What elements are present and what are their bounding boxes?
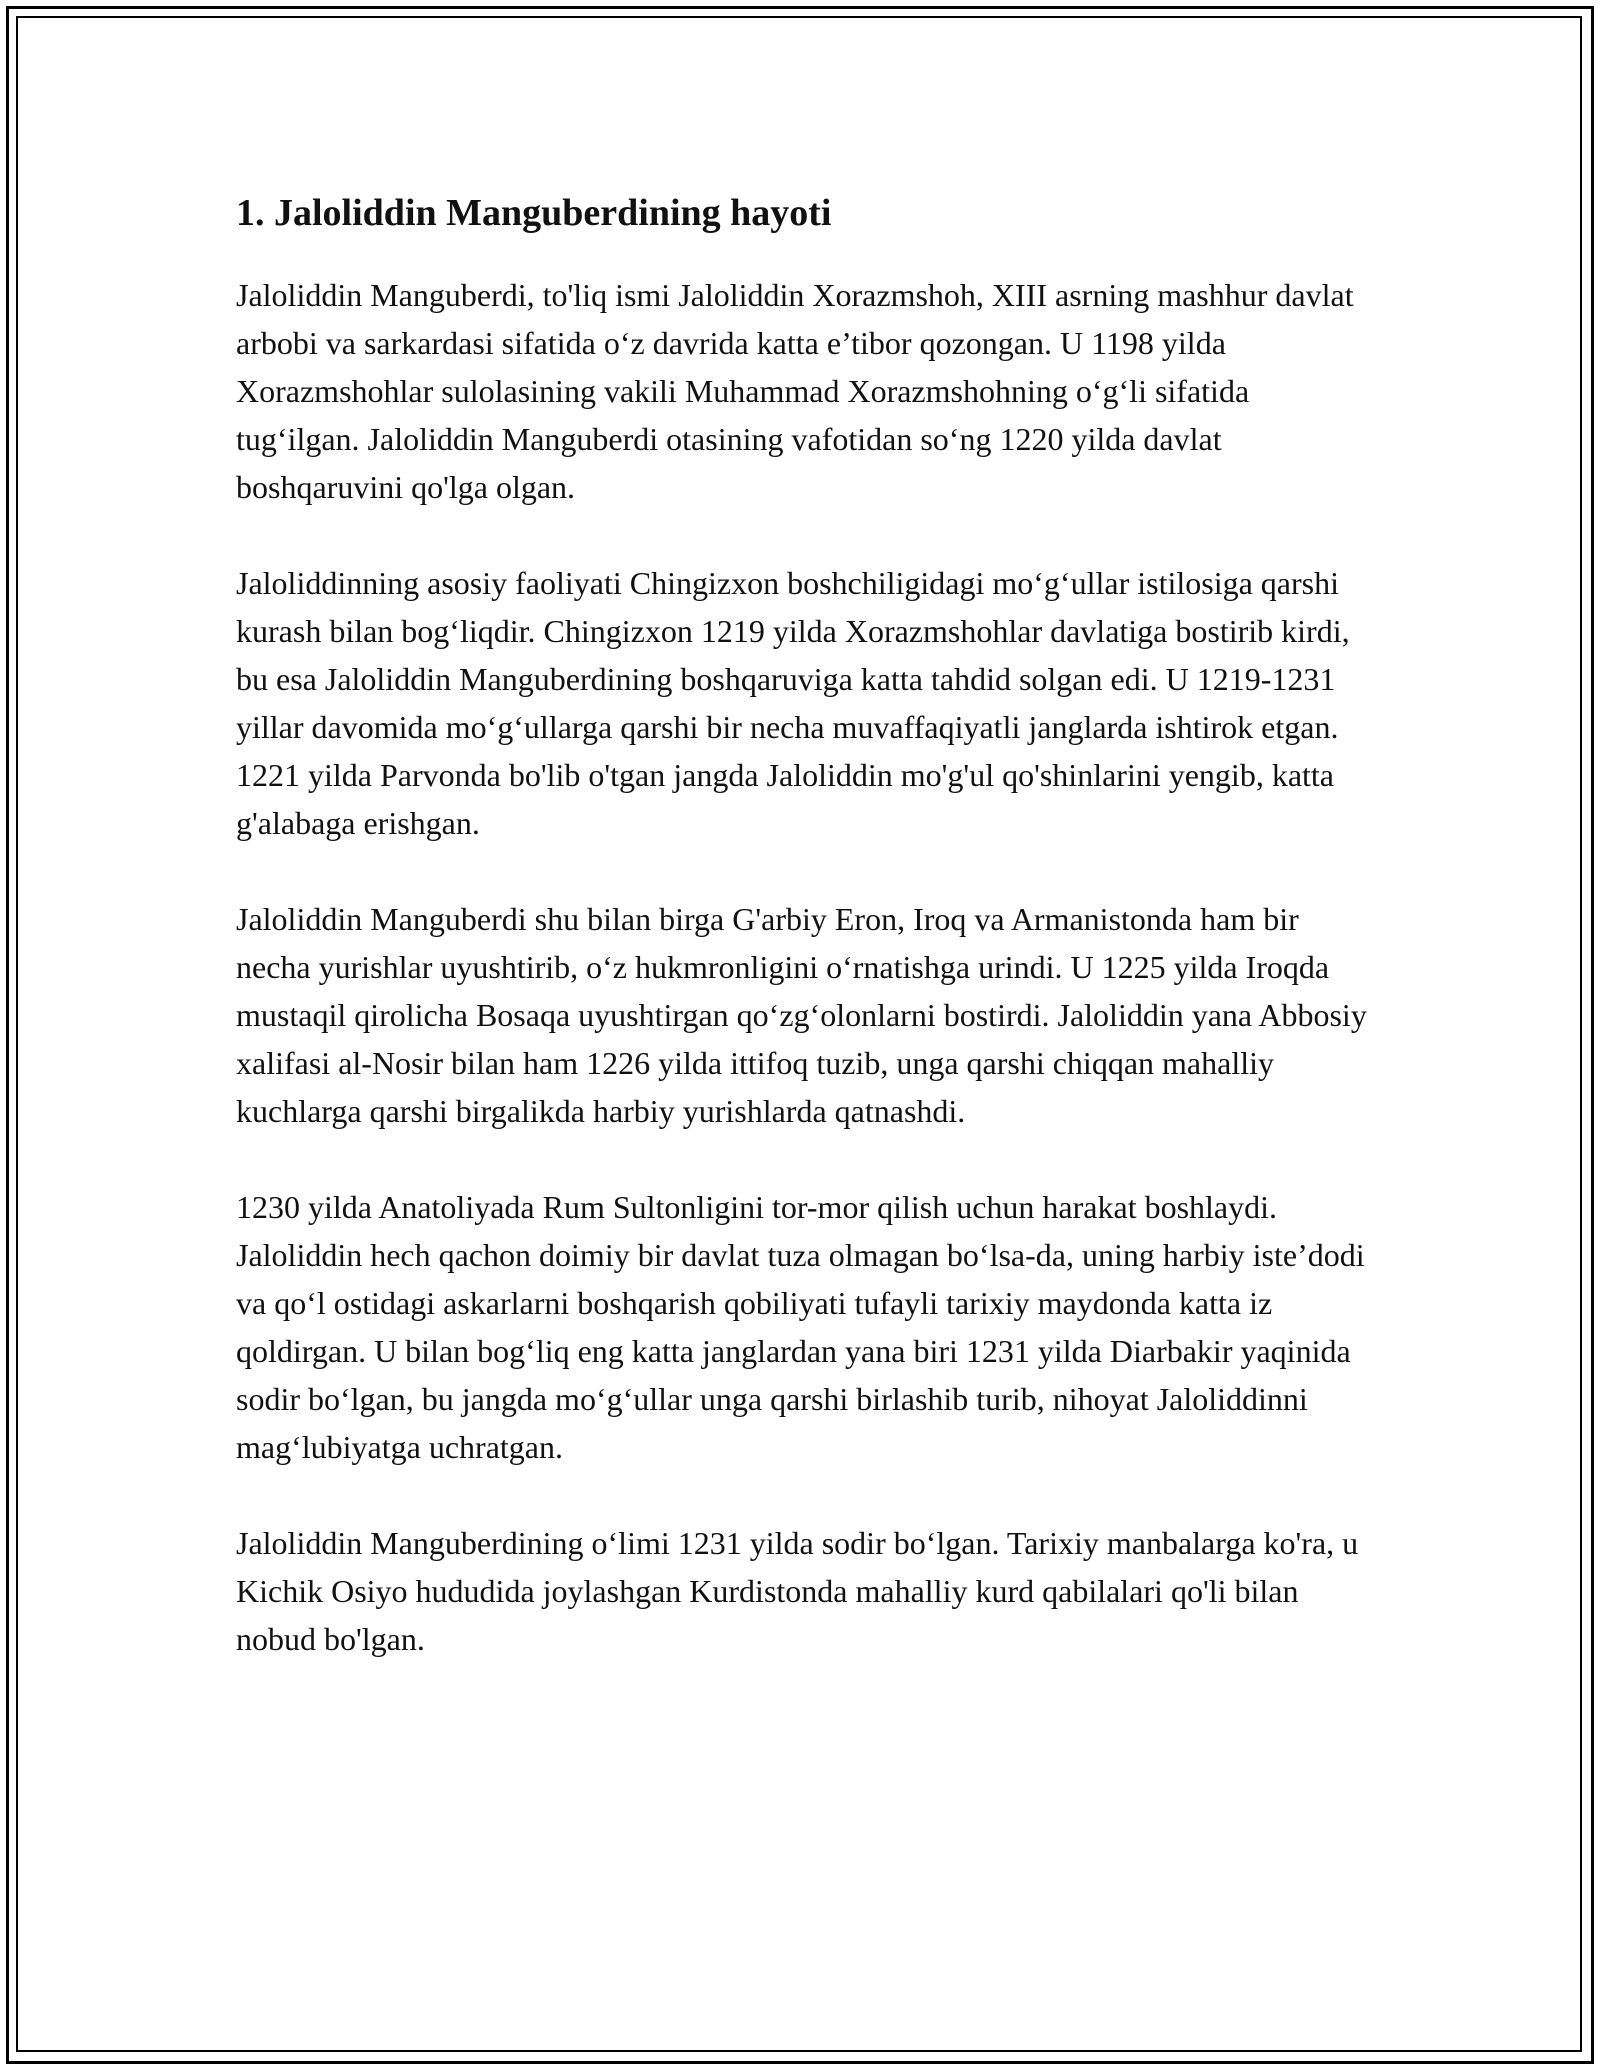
paragraph-3: Jaloliddin Manguberdi shu bilan birga G'arbiy Eron, Iroq va Armanistonda ham bir necha yurishlar uyushtirib, o‘z hukmronligini o‘rnatishga urindi. U 1225 yilda Iroqda mustaqil qirolicha Bosaqa uyushtirgan qo‘zg‘olonlarni bostirdi. Jaloliddin yana Abbosiy xalifasi al-Nosir bilan ham 1226 yilda ittifoq tuzib, unga qarshi chiqqan mahalliy kuchlarga qarshi birgalikda harbiy yurishlarda qatnashdi.	[236, 901, 1367, 1129]
paragraph-5: Jaloliddin Manguberdining o‘limi 1231 yilda sodir bo‘lgan. Tarixiy manbalarga ko'ra, u Kichik Osiyo hududida joylashgan Kurdistonda mahalliy kurd qabilalari qo'li bilan nobud bo'lgan.	[236, 1525, 1359, 1657]
paragraph-2: Jaloliddinning asosiy faoliyati Chingizxon boshchiligidagi mo‘g‘ullar istilosiga qarshi kurash bilan bog‘liqdir. Chingizxon 1219 yilda Xorazmshohlar davlatiga bostirib kirdi, bu esa Jaloliddin Manguberdining boshqaruviga katta tahdid solgan edi. U 1219-1231 yillar davomida mo‘g‘ullarga qarshi bir necha muvaffaqiyatli janglarda ishtirok etgan. 1221 yilda Parvonda bo'lib o'tgan jangda Jaloliddin mo'g'ul qo'shinlarini yengib, katta g'alabaga erishgan.	[236, 565, 1350, 841]
document-body	[236, 185, 1376, 1711]
paragraph-1: Jaloliddin Manguberdi, to'liq ismi Jaloliddin Xorazmshoh, XIII asrning mashhur davlat arbobi va sarkardasi sifatida o‘z davrida katta e’tibor qozongan. U 1198 yilda Xorazmshohlar sulolasining vakili Muhammad Xorazmshohning o‘g‘li sifatida tug‘ilgan. Jaloliddin Manguberdi otasining vafotidan so‘ng 1220 yilda davlat boshqaruvini qo'lga olgan.	[236, 277, 1354, 505]
section-heading: 1. Jaloliddin Manguberdining hayoti	[236, 192, 832, 234]
paragraph-4: 1230 yilda Anatoliyada Rum Sultonligini tor-mor qilish uchun harakat boshlaydi. Jaloliddin hech qachon doimiy bir davlat tuza olmagan bo‘lsa-da, uning harbiy iste’dodi va qo‘l ostidagi askarlarni boshqarish qobiliyati tufayli tarixiy maydonda katta iz qoldirgan. U bilan bog‘liq eng katta janglardan yana biri 1231 yilda Diarbakir yaqinida sodir bo‘lgan, bu jangda mo‘g‘ullar unga qarshi birlashib turib, nihoyat Jaloliddinni mag‘lubiyatga uchratgan.	[236, 1189, 1365, 1465]
